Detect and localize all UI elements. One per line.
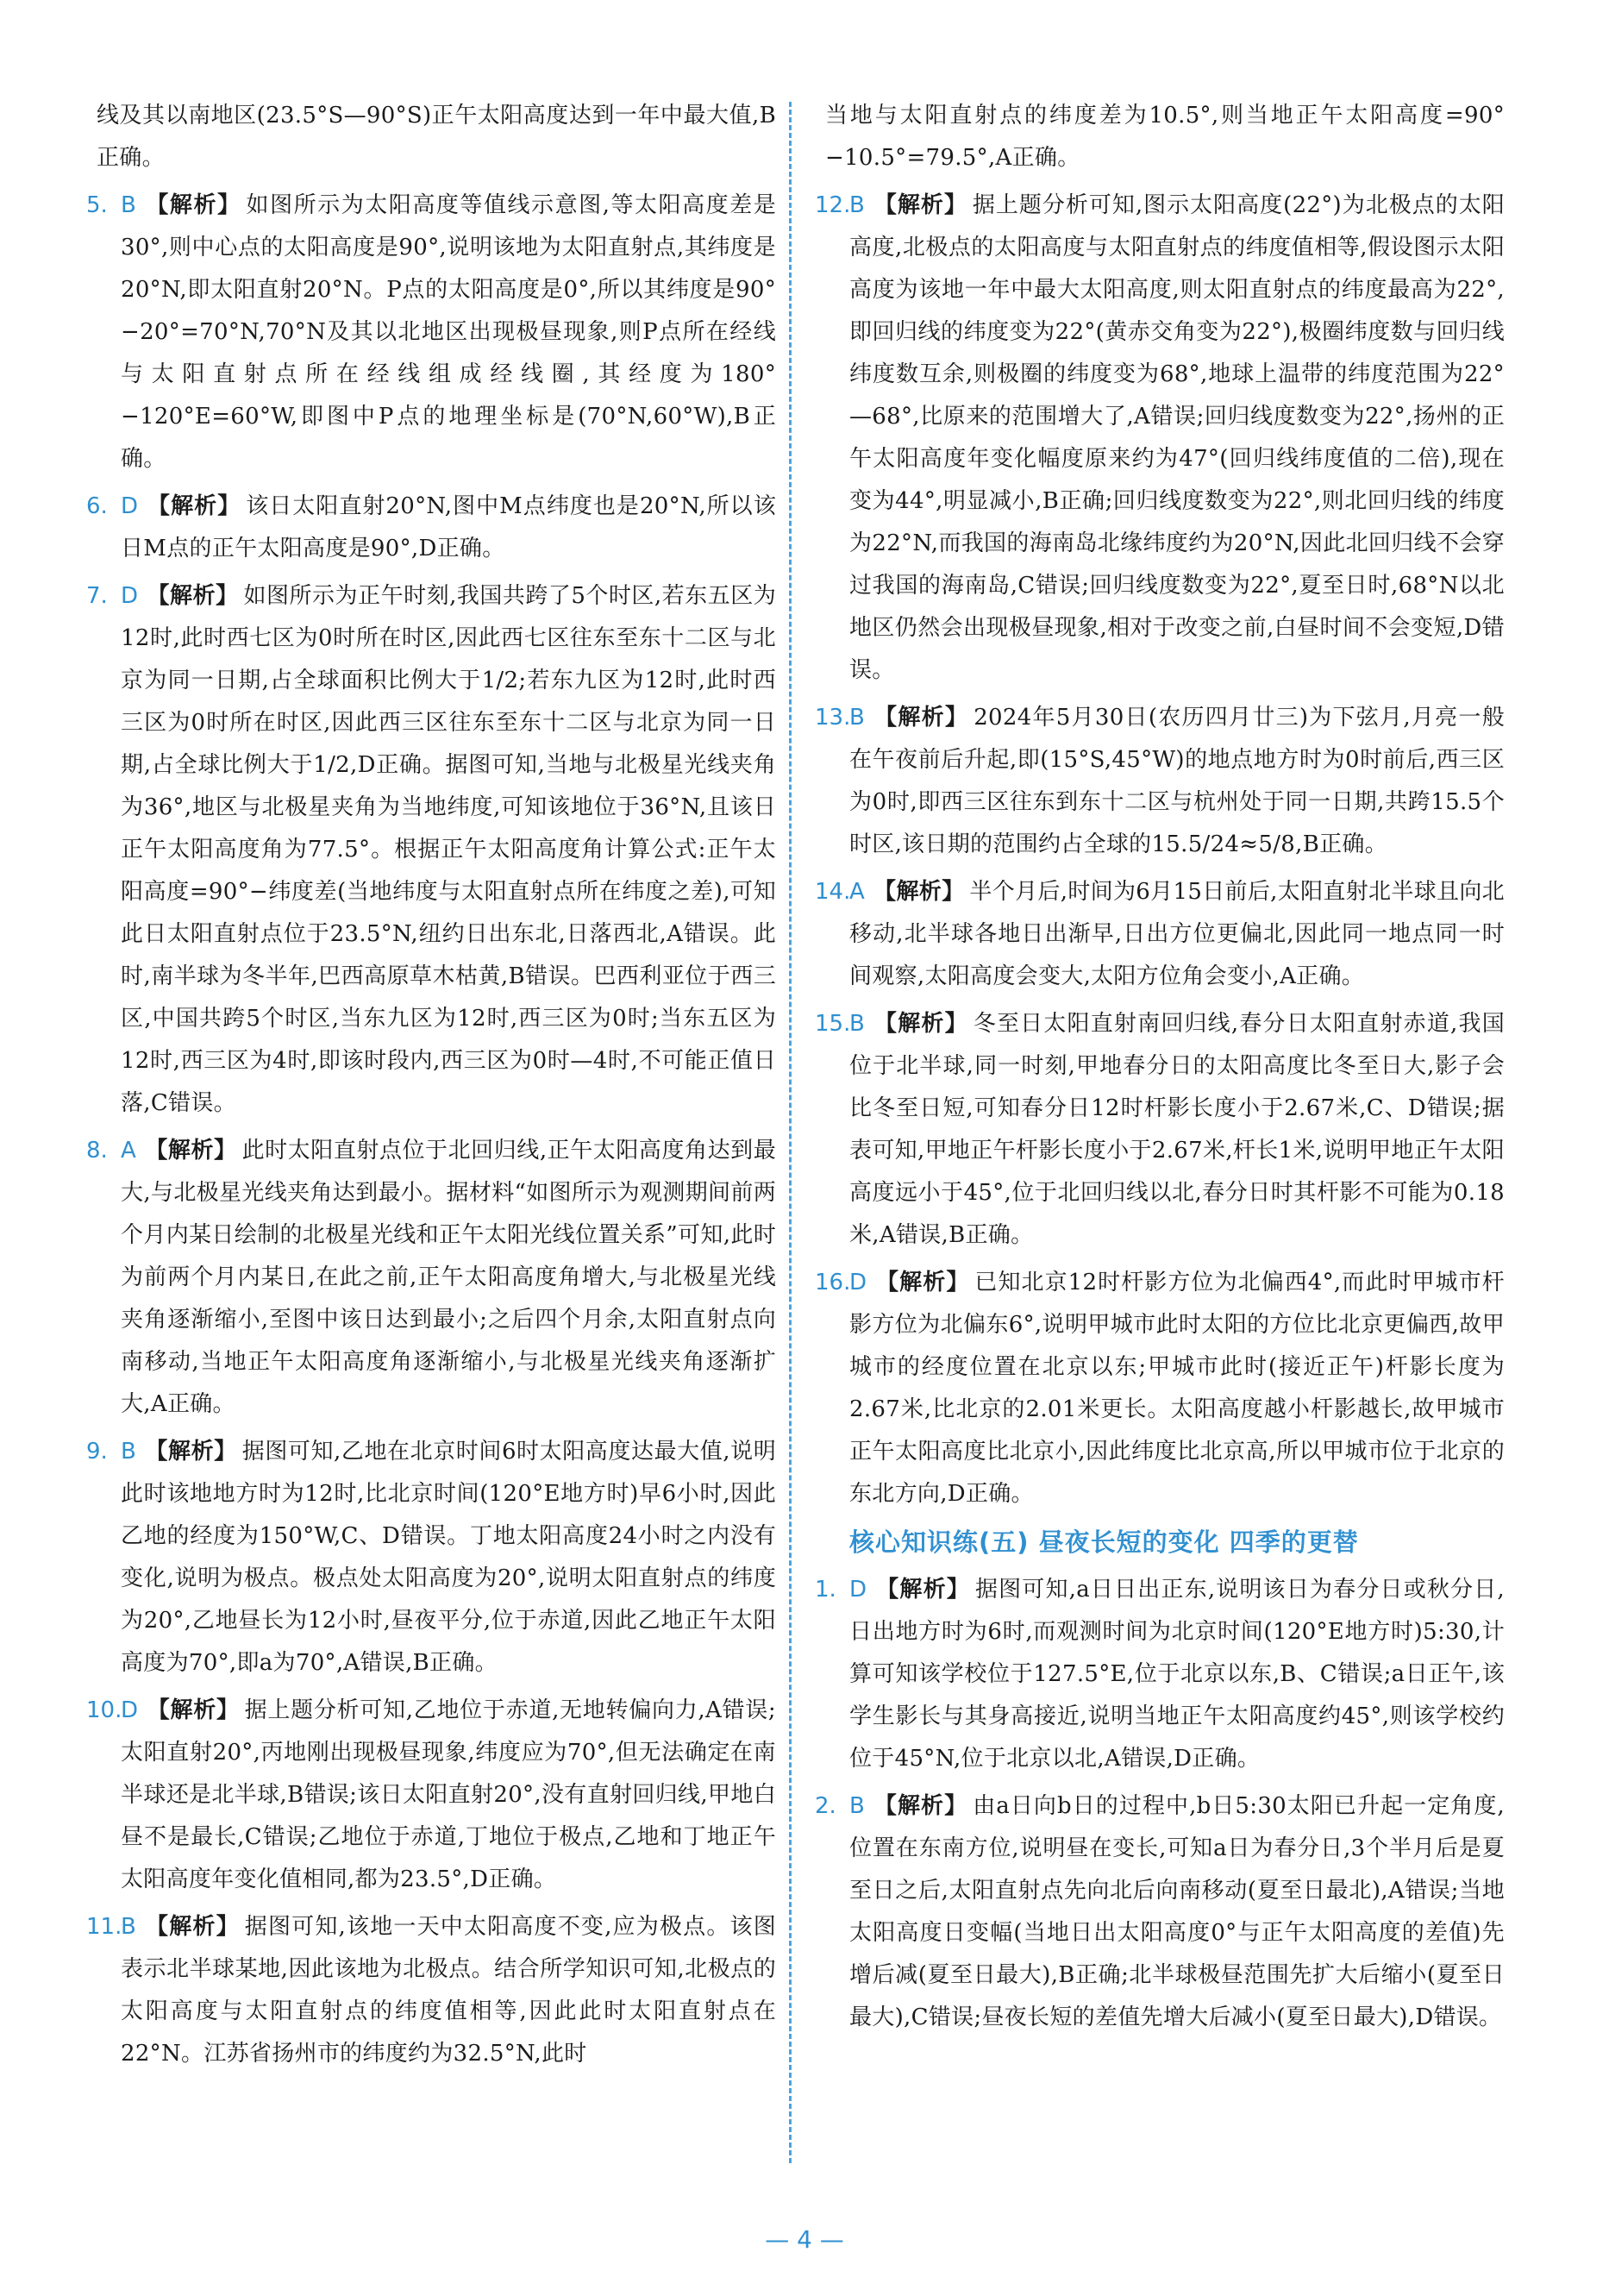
answer-text bbox=[97, 95, 776, 179]
answer-letter: B bbox=[849, 1011, 866, 1037]
column-divider bbox=[789, 102, 792, 2163]
answer-letter: A bbox=[121, 1138, 137, 1164]
answer-text bbox=[849, 1003, 1505, 1257]
explanation: 已知北京12时杆影方位为北偏西4°,而此时甲城市杆影方位为北偏东6°,说明甲城市此时太阳的方位比北京更偏西,故甲城市的经度位置在北京以东;甲城市此时(接近正午)杆影长度为2.67米,比北京的2.01米更长。太阳高度越小杆影越长,故甲城市正午太阳高度比北京小,因此纬度比北京高,所以甲城市位于北京的东北方向,D正确。 bbox=[849, 1270, 1505, 1507]
analysis-tag: 【解析】 bbox=[147, 1697, 240, 1723]
question-number: 10. bbox=[86, 1697, 122, 1723]
explanation: 如图所示为正午时刻,我国共跨了5个时区,若东五区为12时,此时西七区为0时所在时区,因此西七区往东至东十二区与北京为同一日期,占全球面积比例大于1/2;若东九区为12时,此时西三区为0时所在时区,因此西三区往东至东十二区与北京为同一日期,占全球比例大于1/2,D正确。据图可知,当地与北极星光线夹角为36°,地区与北极星夹角为当地纬度,可知该地位于36°N,且该日正午太阳高度角为77.5°。根据正午太阳高度角计算公式:正午太阳高度=90°−纬度差(当地纬度与太阳直射点所在纬度之差),可知此日太阳直射点位于23.5°N,纽约日出东北,日落西北,A错误。此时,南半球为冬半年,巴西高原草木枯黄,B错误。巴西利亚位于西三区,中国共跨5个时区,当东九区为12时,西三区为0时;当东五区为12时,西三区为4时,即该时段内,西三区为0时—4时,不可能正值日落,C错误。 bbox=[121, 583, 776, 1116]
answer-item bbox=[86, 1906, 776, 2075]
explanation: 如图所示为太阳高度等值线示意图,等太阳高度差是30°,则中心点的太阳高度是90°,说明该地为太阳直射点,其纬度是20°N,即太阳直射20°N。P点的太阳高度是0°,所以其纬度是90°−20°=70°N,70°N及其以北地区出现极昼现象,则P点所在经线与太阳直射点所在经线组成经线圈,其经度为180°−120°E=60°W,即图中P点的地理坐标是(70°N,60°W),B正确。 bbox=[121, 192, 776, 472]
answer-letter: B bbox=[121, 1439, 137, 1465]
answer-item bbox=[815, 1785, 1505, 2039]
answer-letter: B bbox=[121, 192, 137, 218]
answer-item bbox=[86, 1690, 776, 1901]
question-number: 2. bbox=[815, 1793, 836, 1819]
analysis-tag: 【解析】 bbox=[875, 1577, 970, 1603]
answer-item bbox=[815, 871, 1505, 998]
answer-item bbox=[86, 486, 776, 570]
analysis-tag: 【解析】 bbox=[873, 1793, 968, 1819]
analysis-tag: 【解析】 bbox=[873, 192, 967, 218]
answer-text bbox=[121, 185, 776, 480]
question-number: 6. bbox=[86, 493, 108, 519]
analysis-tag: 【解析】 bbox=[147, 583, 239, 609]
answer-letter: D bbox=[121, 1697, 139, 1723]
answer-text bbox=[849, 1785, 1505, 2039]
question-number: 12. bbox=[815, 192, 851, 218]
answer-item bbox=[86, 185, 776, 480]
analysis-tag: 【解析】 bbox=[145, 1439, 237, 1465]
answer-item bbox=[815, 185, 1505, 692]
answer-text bbox=[849, 871, 1505, 998]
question-number: 15. bbox=[815, 1011, 851, 1037]
answer-text bbox=[121, 1906, 776, 2075]
analysis-tag: 【解析】 bbox=[145, 1914, 240, 1940]
question-number: 8. bbox=[86, 1138, 108, 1164]
answer-text bbox=[849, 1569, 1505, 1780]
answer-text bbox=[121, 1130, 776, 1426]
answer-text bbox=[121, 1690, 776, 1901]
explanation: 据上题分析可知,图示太阳高度(22°)为北极点的太阳高度,北极点的太阳高度与太阳直射点的纬度值相等,假设图示太阳高度为该地一年中最大太阳高度,则太阳直射点的纬度最高为22°,即回归线的纬度变为22°(黄赤交角变为22°),极圈纬度数与回归线纬度数互余,则极圈的纬度变为68°,地球上温带的纬度范围为22°—68°,比原来的范围增大了,A错误;回归线度数变为22°,扬州的正午太阳高度年变化幅度原来约为47°(回归线纬度值的二倍),现在变为44°,明显减小,B正确;回归线度数变为22°,则北回归线的纬度为22°N,而我国的海南岛北缘纬度约为20°N,因此北回归线不会穿过我国的海南岛,C错误;回归线度数变为22°,夏至日时,68°N以北地区仍然会出现极昼现象,相对于改变之前,白昼时间不会变短,D错误。 bbox=[849, 192, 1506, 683]
question-number: 1. bbox=[815, 1577, 836, 1603]
explanation: 冬至日太阳直射南回归线,春分日太阳直射赤道,我国位于北半球,同一时刻,甲地春分日的太阳高度比冬至日大,影子会比冬至日短,可知春分日12时杆影长度小于2.67米,C、D错误;据表可知,甲地正午杆影长度小于2.67米,杆长1米,说明甲地正午太阳高度远小于45°,位于北回归线以北,春分日时其杆影不可能为0.18米,A错误,B正确。 bbox=[849, 1011, 1505, 1248]
explanation: 线及其以南地区(23.5°S—90°S)正午太阳高度达到一年中最大值,B正确。 bbox=[97, 103, 776, 171]
answer-letter: D bbox=[849, 1270, 867, 1295]
answer-letter: B bbox=[121, 1914, 137, 1940]
explanation: 此时太阳直射点位于北回归线,正午太阳高度角达到最大,与北极星光线夹角达到最小。据材料“如图所示为观测期间前两个月内某日绘制的北极星光线和正午太阳光线位置关系”可知,此时为前两个月内某日,在此之前,正午太阳高度角增大,与北极星光线夹角逐渐缩小,至图中该日达到最小;之后四个月余,太阳直射点向南移动,当地正午太阳高度角逐渐缩小,与北极星光线夹角逐渐扩大,A正确。 bbox=[121, 1138, 777, 1417]
answer-item bbox=[815, 697, 1505, 866]
answer-text bbox=[121, 1431, 776, 1684]
answer-letter: A bbox=[849, 879, 866, 905]
answer-text bbox=[121, 486, 776, 570]
question-number: 5. bbox=[86, 192, 108, 218]
right-column bbox=[815, 95, 1505, 2044]
explanation: 当地与太阳直射点的纬度差为10.5°,则当地正午太阳高度=90°−10.5°=79.5°,A正确。 bbox=[825, 103, 1505, 171]
answer-item bbox=[815, 1262, 1505, 1515]
answer-letter: D bbox=[121, 493, 139, 519]
analysis-tag: 【解析】 bbox=[875, 1270, 970, 1295]
answer-item bbox=[86, 1130, 776, 1426]
explanation: 据图可知,a日日出正东,说明该日为春分日或秋分日,日出地方时为6时,而观测时间为北京时间(120°E地方时)5:30,计算可知该学校位于127.5°E,位于北京以东,B、C错误;a日正午,该学生影长与其身高接近,说明当地正午太阳高度约45°,则该学校约位于45°N,位于北京以北,A错误,D正确。 bbox=[849, 1577, 1505, 1772]
answer-item bbox=[815, 1003, 1505, 1257]
answer-item bbox=[815, 1569, 1505, 1780]
answer-letter: D bbox=[121, 583, 139, 609]
answer-letter: B bbox=[849, 192, 866, 218]
explanation: 据图可知,乙地在北京时间6时太阳高度达最大值,说明此时该地地方时为12时,比北京时间(120°E地方时)早6小时,因此乙地的经度为150°W,C、D错误。丁地太阳高度24小时之内没有变化,说明为极点。极点处太阳高度为20°,说明太阳直射点的纬度为20°,乙地昼长为12小时,昼夜平分,位于赤道,因此乙地正午太阳高度为70°,即a为70°,A错误,B正确。 bbox=[121, 1439, 776, 1676]
question-number: 16. bbox=[815, 1270, 851, 1295]
answer-text bbox=[825, 95, 1505, 179]
explanation: 据上题分析可知,乙地位于赤道,无地转偏向力,A错误;太阳直射20°,丙地刚出现极昼现象,纬度应为70°,但无法确定在南半球还是北半球,B错误;该日太阳直射20°,没有直射回归线,甲地白昼不是最长,C错误;乙地位于赤道,丁地位于极点,乙地和丁地正午太阳高度年变化值相同,都为23.5°,D正确。 bbox=[121, 1697, 776, 1892]
section-title: 核心知识练(五) 昼夜长短的变化 四季的更替 bbox=[849, 1528, 1359, 1557]
explanation: 由a日向b日的过程中,b日5:30太阳已升起一定角度,位置在东南方位,说明昼在变长,可知a日为春分日,3个半月后是夏至日之后,太阳直射点先向北后向南移动(夏至日最北),A错误;当地太阳高度日变幅(当地日出太阳高度0°与正午太阳高度的差值)先增后减(夏至日最大),B正确;北半球极昼范围先扩大后缩小(夏至日最大),C错误;昼夜长短的差值先增大后减小(夏至日最大),D错误。 bbox=[849, 1793, 1505, 2030]
explanation: 据图可知,该地一天中太阳高度不变,应为极点。该图表示北半球某地,因此该地为北极点。结合所学知识可知,北极点的太阳高度与太阳直射点的纬度值相等,因此此时太阳直射点在22°N。江苏省扬州市的纬度约为32.5°N,此时 bbox=[121, 1914, 776, 2067]
answer-continuation bbox=[815, 95, 1505, 179]
answer-item bbox=[86, 575, 776, 1125]
question-number: 11. bbox=[86, 1914, 122, 1940]
answer-text bbox=[849, 697, 1505, 866]
explanation: 2024年5月30日(农历四月廿三)为下弦月,月亮一般在午夜前后升起,即(15°S,45°W)的地点地方时为0时前后,西三区为0时,即西三区往东到东十二区与杭州处于同一日期,共跨15.5个时区,该日期的范围约占全球的15.5/24≈5/8,B正确。 bbox=[849, 705, 1505, 857]
answer-letter: B bbox=[849, 705, 866, 731]
explanation: 半个月后,时间为6月15日前后,太阳直射北半球且向北移动,北半球各地日出渐早,日出方位更偏北,因此同一地点同一时间观察,太阳高度会变大,太阳方位角会变小,A正确。 bbox=[849, 879, 1505, 989]
analysis-tag: 【解析】 bbox=[873, 1011, 968, 1037]
analysis-tag: 【解析】 bbox=[147, 493, 241, 519]
answer-letter: D bbox=[849, 1577, 867, 1603]
answer-letter: B bbox=[849, 1793, 866, 1819]
answer-text bbox=[121, 575, 776, 1125]
answer-text bbox=[849, 1262, 1505, 1515]
page-number: — 4 — bbox=[765, 2225, 844, 2254]
answer-item bbox=[86, 1431, 776, 1684]
explanation: 该日太阳直射20°N,图中M点纬度也是20°N,所以该日M点的正午太阳高度是90°,D正确。 bbox=[121, 493, 777, 561]
question-number: 14. bbox=[815, 879, 851, 905]
question-number: 9. bbox=[86, 1439, 108, 1465]
analysis-tag: 【解析】 bbox=[873, 879, 965, 905]
question-number: 7. bbox=[86, 583, 108, 609]
answer-continuation bbox=[86, 95, 776, 179]
question-number: 13. bbox=[815, 705, 851, 731]
analysis-tag: 【解析】 bbox=[145, 192, 241, 218]
answer-text bbox=[849, 185, 1505, 692]
left-column bbox=[86, 95, 776, 2080]
analysis-tag: 【解析】 bbox=[145, 1138, 237, 1164]
analysis-tag: 【解析】 bbox=[873, 705, 969, 731]
